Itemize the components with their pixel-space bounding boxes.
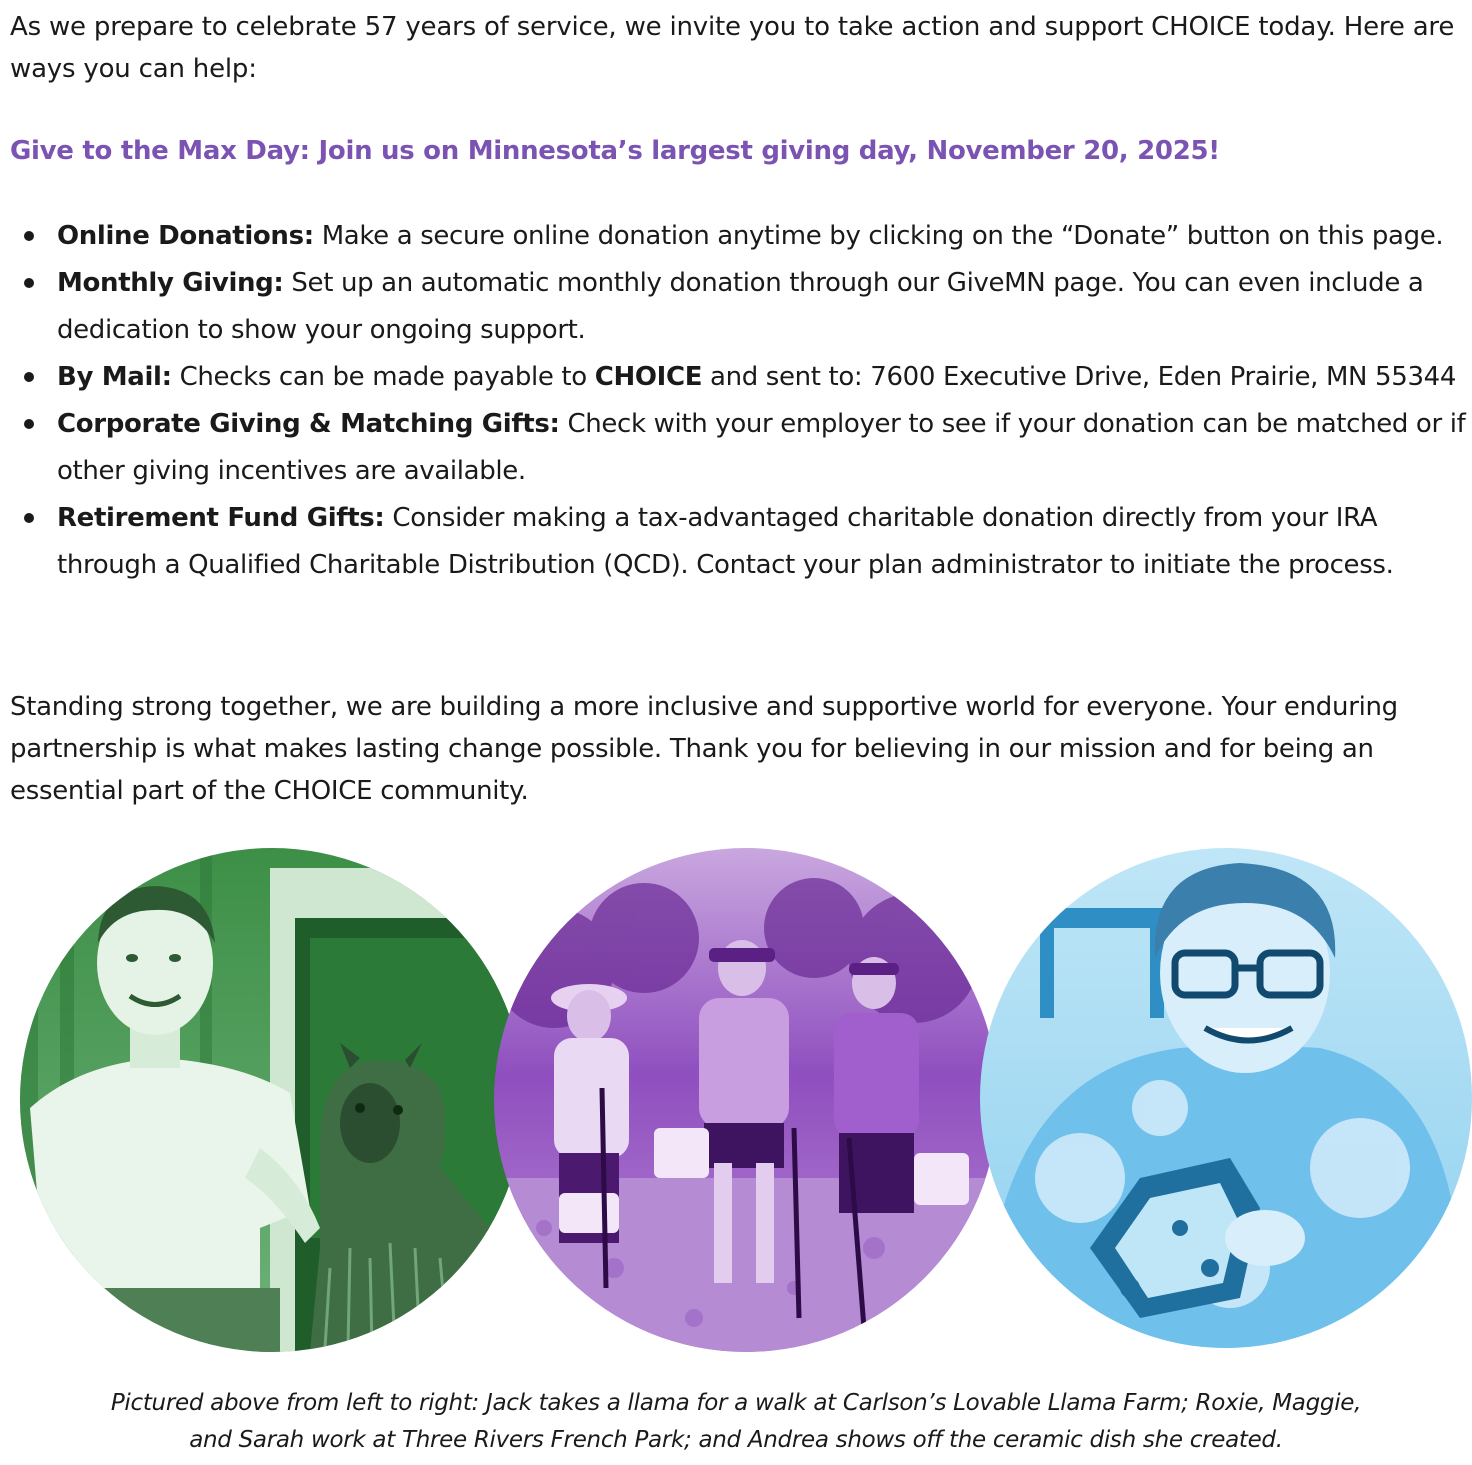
bullet-icon	[24, 372, 34, 382]
photo-jack-with-llama	[20, 848, 524, 1352]
blue-duotone-photo	[980, 848, 1472, 1348]
list-item	[0, 495, 1472, 589]
list-item-label: Corporate Giving & Matching Gifts:	[57, 409, 560, 439]
list-item-text: Checks can be made payable to	[171, 362, 595, 392]
list-item-label: Monthly Giving:	[57, 268, 284, 298]
bullet-icon	[24, 513, 34, 523]
payee-name: CHOICE	[594, 362, 703, 392]
list-item-text: Check with your employer to see if your donation can be matched or if other giving incentives are available.	[57, 409, 1466, 486]
list-item	[0, 354, 1472, 401]
list-item-label: Retirement Fund Gifts:	[57, 503, 385, 533]
photo-roxie-maggie-sarah	[494, 848, 998, 1352]
list-item-text: Set up an automatic monthly donation through our GiveMN page. You can even include a dedication to show your ongoing support.	[57, 268, 1424, 345]
closing-paragraph: Standing strong together, we are building a more inclusive and supportive world for everyone. Your enduring partnership is what makes lasting change possible. Thank you for believing in our mission and for being an essential part of the CHOICE community.	[10, 692, 1398, 806]
caption-line-2: and Sarah work at Three Rivers French Park; and Andrea shows off the ceramic dish she created.	[189, 1427, 1283, 1453]
photo-caption	[0, 1385, 1472, 1459]
caption-line-1: Pictured above from left to right: Jack takes a llama for a walk at Carlson’s Lovable Llama Farm; Roxie, Maggie,	[110, 1390, 1362, 1416]
list-item-label: By Mail:	[57, 362, 172, 392]
list-item	[0, 401, 1472, 495]
list-item-text: Make a secure online donation anytime by clicking on the “Donate” button on this page.	[313, 221, 1444, 251]
ways-to-help-list	[0, 213, 1472, 589]
purple-duotone-photo	[494, 848, 998, 1352]
list-item	[0, 260, 1472, 354]
bullet-icon	[24, 278, 34, 288]
mailing-address: and sent to: 7600 Executive Drive, Eden Prairie, MN 55344	[702, 362, 1457, 392]
photo-andrea-ceramic-dish	[980, 848, 1472, 1348]
green-duotone-photo	[20, 848, 524, 1352]
bullet-icon	[24, 419, 34, 429]
list-item-text: Consider making a tax-advantaged charitable donation directly from your IRA through a Qualified Charitable Distribution (QCD). Contact your plan administrator to initiate the process.	[57, 503, 1394, 580]
intro-paragraph: As we prepare to celebrate 57 years of service, we invite you to take action and support CHOICE today. Here are ways you can help:	[10, 12, 1455, 84]
bullet-icon	[24, 231, 34, 241]
list-item	[0, 213, 1472, 260]
list-item-label: Online Donations:	[57, 221, 314, 251]
give-to-the-max-headline: Give to the Max Day: Join us on Minnesota’s largest giving day, November 20, 2025!	[10, 136, 1220, 166]
